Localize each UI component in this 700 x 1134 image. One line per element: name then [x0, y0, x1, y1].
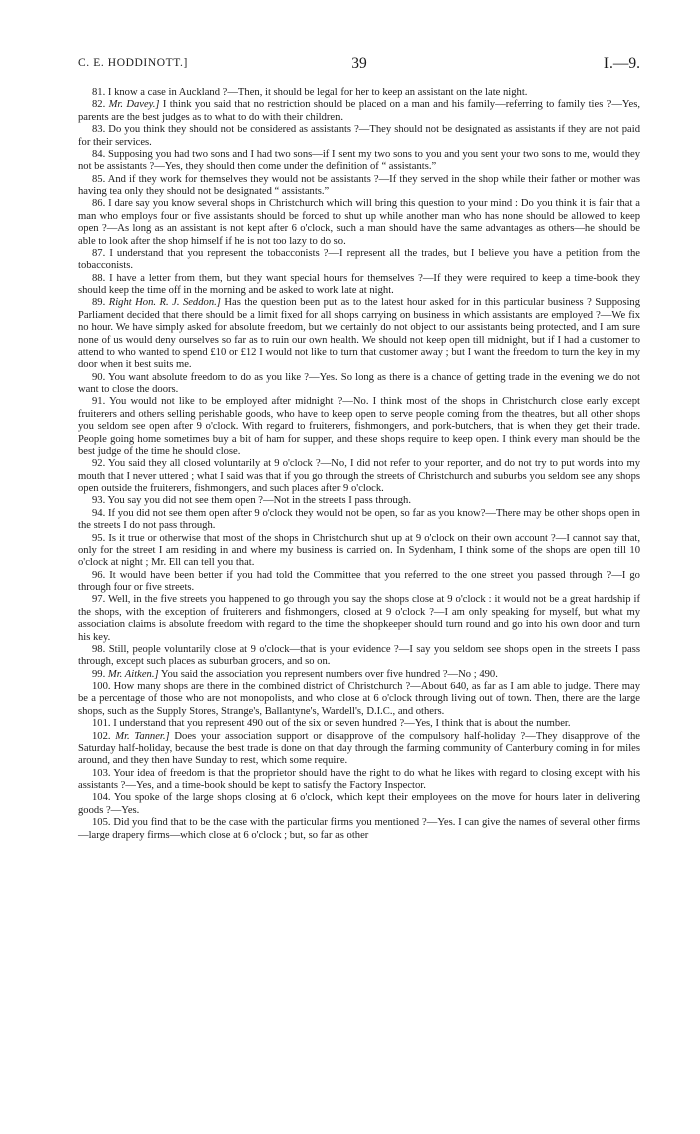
question-number: 81.: [92, 87, 106, 98]
question-text: You say you did not see them open ?—Not in the streets I pass through.: [107, 495, 411, 507]
question-number: 105.: [92, 817, 111, 829]
question-text: Has the question been put as to the latest hour asked for in this particular business ? Supposing Parliament decided that there should be a limit fixed for all shops carrying on business in which assistants are employed ?—We fix no hour. We have simply asked for absolute freedom, but we certainly do not object to our assistants being protected, and I am sure none of us would deny ourselves so far as to ruin our own health. We should not keep open till midnight, but if I had a customer to attend to who wanted to spend £10 or £12 I would not like to turn that customer away ; but I want the freedom to turn the key in my door when it best suits me.: [78, 297, 641, 371]
question-number: 102.: [92, 730, 111, 742]
question-paragraph: [78, 198, 640, 248]
question-number: 101.: [92, 718, 111, 730]
question-text: I understand that you represent the tobacconists ?—I represent all the trades, but I believe you have a petition from the tobacconists.: [78, 247, 640, 272]
question-text: Your idea of freedom is that the proprietor should have the right to do what he likes with regard to closing except with his assistants ?—Yes, and a time-book should be kept to satisfy the Factory Inspector.: [78, 767, 640, 791]
question-paragraph: [78, 731, 640, 768]
question-paragraph: [78, 372, 640, 397]
question-text: I dare say you know several shops in Christchurch which will bring this question to your mind : Do you think it is fair that a man who employs four or five assistants should be forced to shut up while another man who has none should be allowed to keep open ?—As long as an assistant is not kept after 6 o'clock, such a man should have the same advantages as others—he should be able to look after the shop himself if he is not too lazy to do so.: [78, 198, 640, 247]
speaker-name: Mr. Davey.]: [108, 99, 160, 111]
question-text: Supposing you had two sons and I had two sons—if I sent my two sons to you and you sent your two sons to me, would they not be assistants ?—Yes, they should then come under the definition of “ assistants.”: [78, 148, 640, 173]
question-number: 103.: [92, 767, 111, 779]
question-text: If you did not see them open after 9 o'clock they would not be open, so far as you know?—There may be other shops open in the streets I do not pass through.: [78, 507, 640, 532]
question-number: 91.: [92, 396, 106, 408]
question-paragraph: [78, 817, 640, 842]
speaker-name: Mr. Aitken.]: [107, 668, 159, 680]
question-paragraph: [78, 273, 640, 298]
testimony-body: [78, 87, 640, 842]
question-number: 100.: [92, 681, 111, 692]
question-text: You said the association you represent numbers over five hundred ?—No ; 490.: [160, 668, 498, 680]
question-text: I know a case in Auckland ?—Then, it should be legal for her to keep an assistant on the late night.: [107, 87, 528, 98]
page-header: [78, 55, 640, 77]
question-paragraph: [78, 149, 640, 174]
question-text: I think you said that no restriction should be placed on a man and his family—referring to family ties ?—Yes, parents are the best judges as to what to do with their children.: [78, 99, 640, 123]
question-number: 84.: [92, 148, 106, 160]
question-number: 94.: [92, 507, 106, 519]
question-text: I have a letter from them, but they want special hours for themselves ?—If they were required to keep a time-book they should keep the time off in the morning and be asked to work late at night.: [78, 272, 640, 296]
question-number: 92.: [92, 458, 106, 470]
question-paragraph: [78, 718, 640, 730]
question-number: 88.: [92, 272, 106, 284]
question-number: 83.: [92, 124, 106, 136]
question-text: Well, in the five streets you happened to go through you say the shops close at 9 o'clock : it would not be a great hardship if the shops, with the exception of fruiterers and fishmongers, closed at 9 o'clock ?—I am only speaking for myself, but what my association claims is absolute freedom with regard to the time the shopkeeper should turn round and go into his own door and turn his key.: [78, 594, 640, 643]
question-text: How many shops are there in the combined district of Christchurch ?—About 640, as far as I am able to judge. There may be a percentage of those who are not monopolists, and who close at 6 o'clock through living out of town. Then, there are the large shops, such as the Supply Stores, Strange's, Ballantyne's, Wardell's, D.I.C., and others.: [78, 681, 641, 717]
question-paragraph: [78, 87, 640, 99]
question-paragraph: [78, 495, 640, 507]
question-number: 96.: [92, 569, 106, 581]
question-number: 90.: [92, 371, 106, 383]
document-reference: I.—9.: [603, 55, 640, 72]
question-text: You want absolute freedom to do as you like ?—Yes. So long as there is a chance of getting trade in the evening we do not want to close the doors.: [78, 371, 641, 395]
question-paragraph: [78, 669, 640, 681]
question-number: 87.: [92, 247, 106, 259]
question-paragraph: [78, 124, 640, 149]
speaker-name: Mr. Tanner.]: [115, 730, 170, 742]
question-paragraph: [78, 508, 640, 533]
question-paragraph: [78, 99, 640, 124]
question-text: Does your association support or disapprove of the compulsory half-holiday ?—They disapprove of the Saturday half-holiday, because the best trade is done on that day through the farming community of Canterbury coming in for miles around, and they then have Sunday to rest, which some require.: [78, 730, 640, 767]
question-paragraph: [78, 458, 640, 495]
question-paragraph: [78, 792, 640, 817]
question-number: 97.: [92, 594, 106, 606]
question-text: Did you find that to be the case with the particular firms you mentioned ?—Yes. I can give the names of several other firms—large drapery firms—which close at 6 o'clock ; but, so far as other: [78, 817, 641, 841]
question-text: It would have been better if you had told the Committee that you referred to the one street you passed through ?—I go through four or five streets.: [78, 569, 640, 593]
witness-name: C. E. HODDINOTT.]: [78, 57, 188, 69]
question-text: And if they work for themselves they would not be assistants ?—If they served in the shop while their father or mother was having tea only they should not be designated “ assistants.”: [78, 173, 640, 197]
question-text: I understand that you represent 490 out of the six or seven hundred ?—Yes, I think that is about the number.: [113, 718, 571, 730]
question-text: You said they all closed voluntarily at 9 o'clock ?—No, I did not refer to your reporter, and do not try to put words into my mouth that I never uttered ; what I said was that if you go through the streets of Christchurch and suburbs you seldom see any shops open outside the fruiterers, fishmongers, and such places after 9 o'clock.: [78, 458, 640, 494]
question-paragraph: [78, 570, 640, 595]
page-number: 39: [351, 55, 367, 72]
question-number: 93.: [92, 495, 106, 507]
question-number: 98.: [92, 643, 106, 655]
question-number: 89.: [92, 297, 106, 309]
question-text: Do you think they should not be considered as assistants ?—They should not be designated as assistants if they are not paid for their services.: [78, 124, 640, 148]
question-paragraph: [78, 297, 640, 371]
question-paragraph: [78, 644, 640, 669]
question-text: Is it true or otherwise that most of the shops in Christchurch shut up at 9 o'clock on their own account ?—I cannot say that, only for the street I am residing in and where my business is carried on. In Sydenham, I think some of the shops are open till 10 o'clock at night ; Mr. Ell can tell you that.: [78, 532, 640, 569]
question-paragraph: [78, 768, 640, 793]
question-paragraph: [78, 681, 640, 718]
question-paragraph: [78, 396, 640, 458]
question-paragraph: [78, 174, 640, 199]
speaker-name: Right Hon. R. J. Seddon.]: [108, 297, 221, 309]
question-paragraph: [78, 248, 640, 273]
question-paragraph: [78, 594, 640, 644]
question-number: 82.: [92, 99, 106, 111]
question-text: You would not like to be employed after midnight ?—No. I think most of the shops in Christchurch close early except fruiterers and others selling perishable goods, who have to keep open to serve people coming from the theatres, but all other shops you seldom see open after 9 o'clock. With regard to fruiterers, fishmongers, and pork-butchers, that is when they get their trade. People going home sometimes buy a bit of ham for supper, and these shops require to keep open. I think every man should be the best judge of the time he should close.: [78, 396, 640, 457]
question-number: 85.: [92, 173, 106, 185]
question-number: 104.: [92, 792, 111, 804]
question-number: 95.: [92, 532, 106, 544]
question-paragraph: [78, 533, 640, 570]
question-text: Still, people voluntarily close at 9 o'clock—that is your evidence ?—I say you seldom see shops open in the streets I pass through, except such places as suburban grocers, and so on.: [78, 643, 640, 668]
question-text: You spoke of the large shops closing at 6 o'clock, which kept their employees on the move for hours later in delivering goods ?—Yes.: [78, 792, 640, 816]
question-number: 99.: [92, 668, 106, 680]
question-number: 86.: [92, 198, 106, 210]
